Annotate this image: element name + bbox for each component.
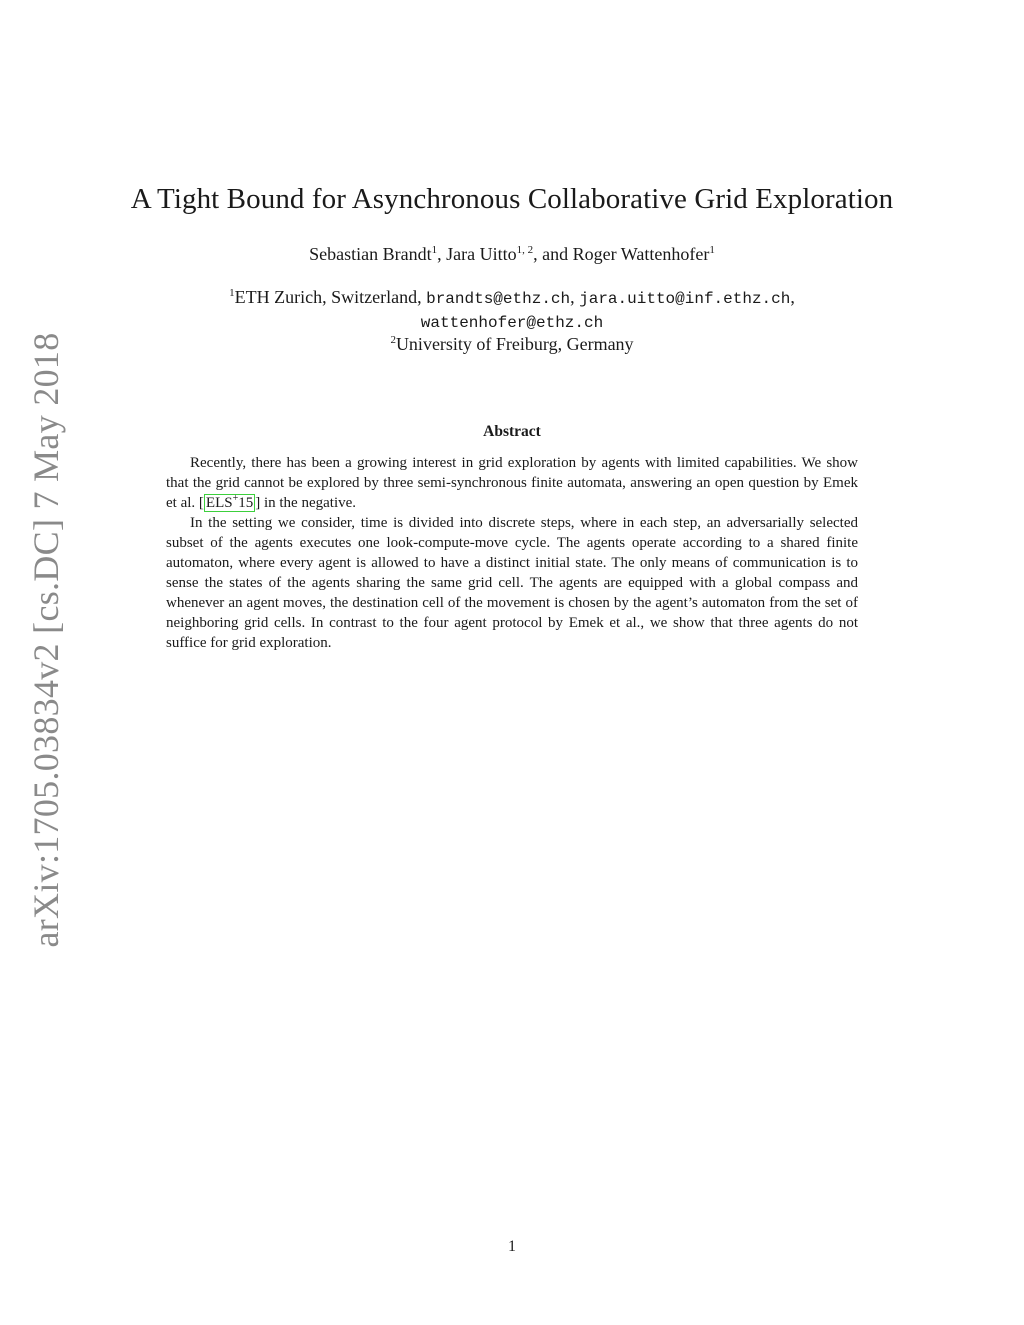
abstract-heading: Abstract [483,423,541,440]
citation-link[interactable] [204,494,255,512]
abstract-paragraph: In the setting we consider, time is divided into discrete steps, where in each step, an adversarially selected subset of the agents executes one look-compute-move cycle. The agents operate according to a shared finite automaton, where every agent is allowed to have a distinct initial state. The only means of communication is to sense the states of the agents sharing the same grid cell. The agents are equipped with a global compass and whenever an agent moves, the destination cell of the movement is chosen by the agent’s automaton from the set of neighboring grid cells. In contrast to the four agent protocol by Emek et al., we show that three agents do not suffice for grid exploration. [166,515,858,651]
author-affiliation-mark: 1, 2 [516,244,534,256]
affiliation-name: ETH Zurich, Switzerland, [234,287,427,307]
citation-key-sup: + [232,493,239,504]
author-name: Roger Wattenhofer [572,244,710,264]
arxiv-identifier: arXiv:1705.03834v2 [cs.DC] 7 May 2018 [26,332,66,948]
author-affiliation-mark: 1 [709,244,715,256]
citation-year: 15 [238,495,254,511]
affiliation-name: University of Freiburg, Germany [395,334,634,354]
citation-key: ELS [205,495,233,511]
abstract-text: in the negative. [260,495,357,511]
affiliation-mark: 2 [390,334,396,346]
author-list [0,244,1024,265]
paper-title: A Tight Bound for Asynchronous Collaborative Grid Exploration [130,183,894,215]
author-name: Jara Uitto [446,244,517,264]
author-name: Sebastian Brandt [309,244,432,264]
page-number: 1 [508,1238,516,1255]
abstract-body [166,453,858,653]
abstract-text: Recently, there has been a growing interest in grid exploration by agents with limited capabilities. We show that the grid cannot be explored by three semi-synchronous finite automata, answering an open question by Emek et al. [166,455,858,511]
author-affiliation-mark: 1 [431,244,438,256]
affiliation-mark: 1 [229,287,235,299]
affiliation-eth-continued [0,311,1024,332]
email-link[interactable]: brandts@ethz.ch [426,290,571,308]
affiliation-freiburg [0,334,1024,355]
email-link[interactable]: wattenhofer@ethz.ch [420,314,604,332]
author-separator: , [437,244,447,264]
author-separator: , and [533,244,573,264]
email-link[interactable]: jara.uitto@inf.ethz.ch [579,290,791,308]
affiliation-eth: $^1$ETH Zurich, Switzerland, brandts@ethz.ch, jara.uitto@inf.ethz.ch, [229,287,795,308]
abstract-paragraph: Recently, there has been a growing interest in grid exploration by agents with limited capabilities. We show that the grid cannot be explored by three semi-synchronous finite automata, answering an open question by Emek et al. [ ELS+15 ] in the negative. [166,455,858,511]
